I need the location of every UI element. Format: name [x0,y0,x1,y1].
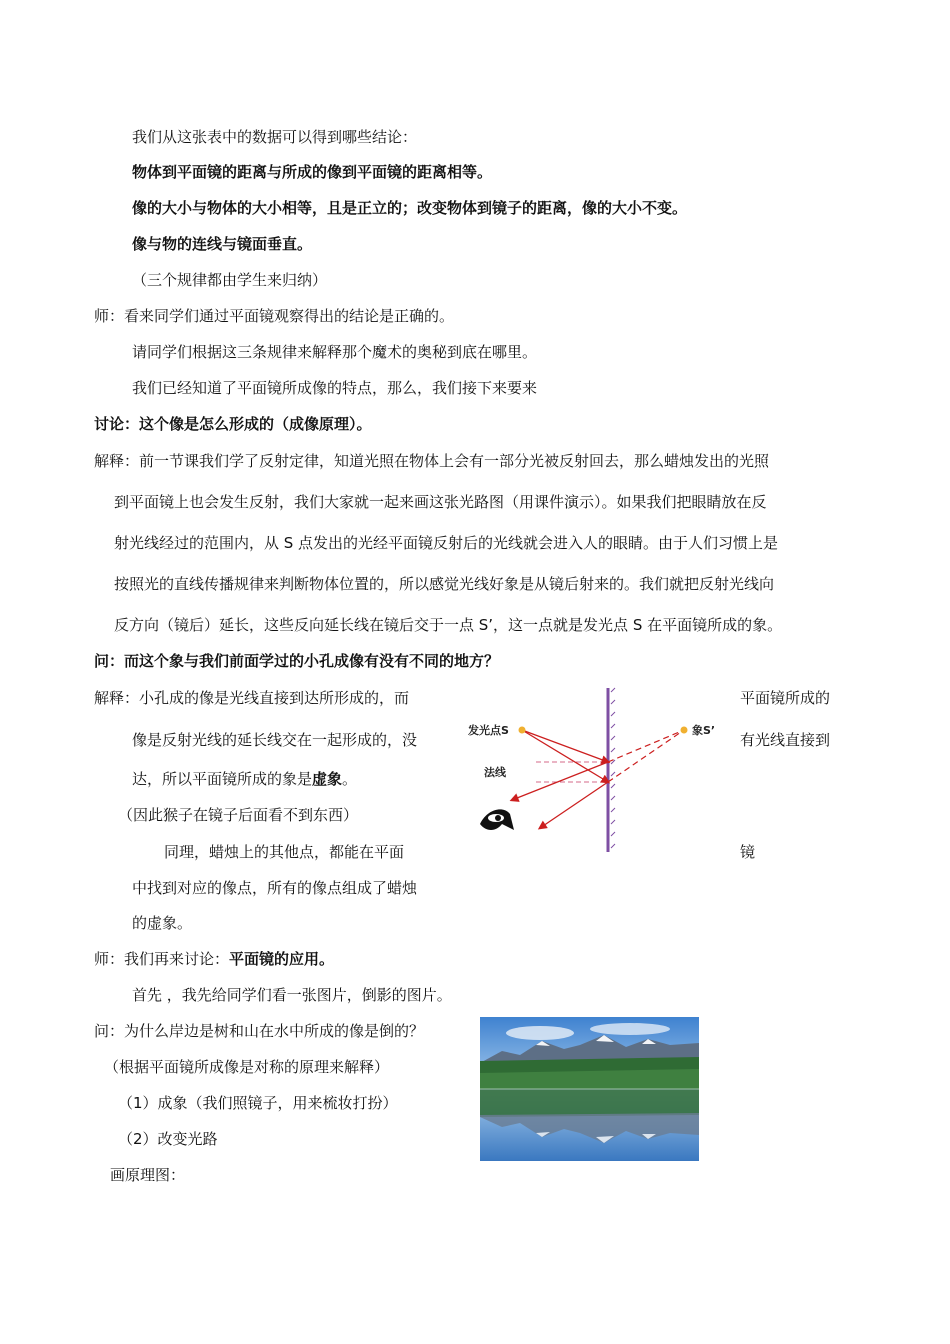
text-line: 我们从这张表中的数据可以得到哪些结论： [132,128,418,146]
mirror-hatch [611,688,615,848]
source-point [519,727,526,734]
explanation-line: 按照光的直线传播规律来判断物体位置的，所以感觉光线好象是从镜后射来的。我们就把反射光线向 [114,575,775,593]
source-label: 发光点S [468,724,509,737]
explanation-line: 反方向（镜后）延长，这些反向延长线在镜后交于一点 S’，这一点就是发光点 S 在平面镜所成的象。 [114,616,783,634]
conclusion-1: 物体到平面镜的距离与所成的像到平面镜的距离相等。 [132,163,493,181]
text-line: 像是反射光线的延长线交在一起形成的，没 [132,731,418,749]
text-line: 我们已经知道了平面镜所成像的特点，那么，我们接下来要来 [132,379,538,397]
text-line-right: 镜 [740,843,756,861]
incident-ray [522,730,608,782]
text-line: 师：看来同学们通过平面镜观察得出的结论是正确的。 [94,307,455,325]
text-line: 问：为什么岸边是树和山在水中所成的像是倒的？ [94,1022,425,1040]
text-line: （1）成象（我们照镜子，用来梳妆打扮） [118,1094,398,1112]
reflected-ray [512,762,608,800]
text-line: 请同学们根据这三条规律来解释那个魔术的奥秘到底在哪里。 [132,343,538,361]
image-point [681,727,688,734]
text-line: （2）改变光路 [118,1130,218,1148]
virtual-extension [608,730,684,762]
application-term: 平面镜的应用。 [229,950,335,968]
explanation-line: 解释：前一节课我们学了反射定律，知道光照在物体上会有一部分光被反射回去，那么蜡烛发出的光照 [94,452,770,470]
explanation-line: 到平面镜上也会发生反射，我们大家就一起来画这张光路图（用课件演示）。如果我们把眼睛放在反 [114,493,767,511]
question-heading: 问：而这个象与我们前面学过的小孔成像有没有不同的地方？ [94,652,500,670]
virtual-extension [608,730,684,782]
text-line: 画原理图： [110,1166,186,1184]
image-label: 象S’ [692,724,716,737]
text-line: （三个规律都由学生来归纳） [132,271,328,289]
text-line: （因此猴子在镜子后面看不到东西） [118,806,359,824]
text-fragment: 师：我们再来讨论： [94,950,230,968]
text-line: 的虚象。 [132,914,193,932]
lake-reflection-photo [480,1017,699,1161]
discussion-heading: 讨论：这个像是怎么形成的（成像原理）。 [94,415,372,433]
text-line: 中找到对应的像点，所有的像点组成了蜡烛 [132,879,418,897]
incident-ray [522,730,608,762]
text-fragment: 。 [342,770,358,788]
conclusion-3: 像与物的连线与镜面垂直。 [132,235,313,253]
text-line: （根据平面镜所成像是对称的原理来解释） [104,1058,390,1076]
text-line: 同理，蜡烛上的其他点，都能在平面 [164,843,405,861]
text-line: 解释：小孔成的像是光线直接到达所形成的，而 [94,689,410,707]
text-line-right: 平面镜所成的 [740,689,831,707]
reflected-ray [540,782,608,828]
eye-icon [480,809,514,830]
text-line [94,949,334,969]
virtual-image-term: 虚象 [312,770,343,788]
conclusion-2: 像的大小与物体的大小相等，且是正立的；改变物体到镜子的距离，像的大小不变。 [132,199,688,217]
text-line: 首先 ，我先给同学们看一张图片，倒影的图片。 [132,986,452,1004]
normal-label: 法线 [484,766,506,779]
text-line-right: 有光线直接到 [740,731,831,749]
text-line [132,769,357,789]
mirror-ray-diagram [462,684,730,854]
explanation-line: 射光线经过的范围内，从 S 点发出的光经平面镜反射后的光线就会进入人的眼睛。由于人们习惯上是 [114,534,779,552]
text-fragment: 达，所以平面镜所成的象是 [132,770,313,788]
